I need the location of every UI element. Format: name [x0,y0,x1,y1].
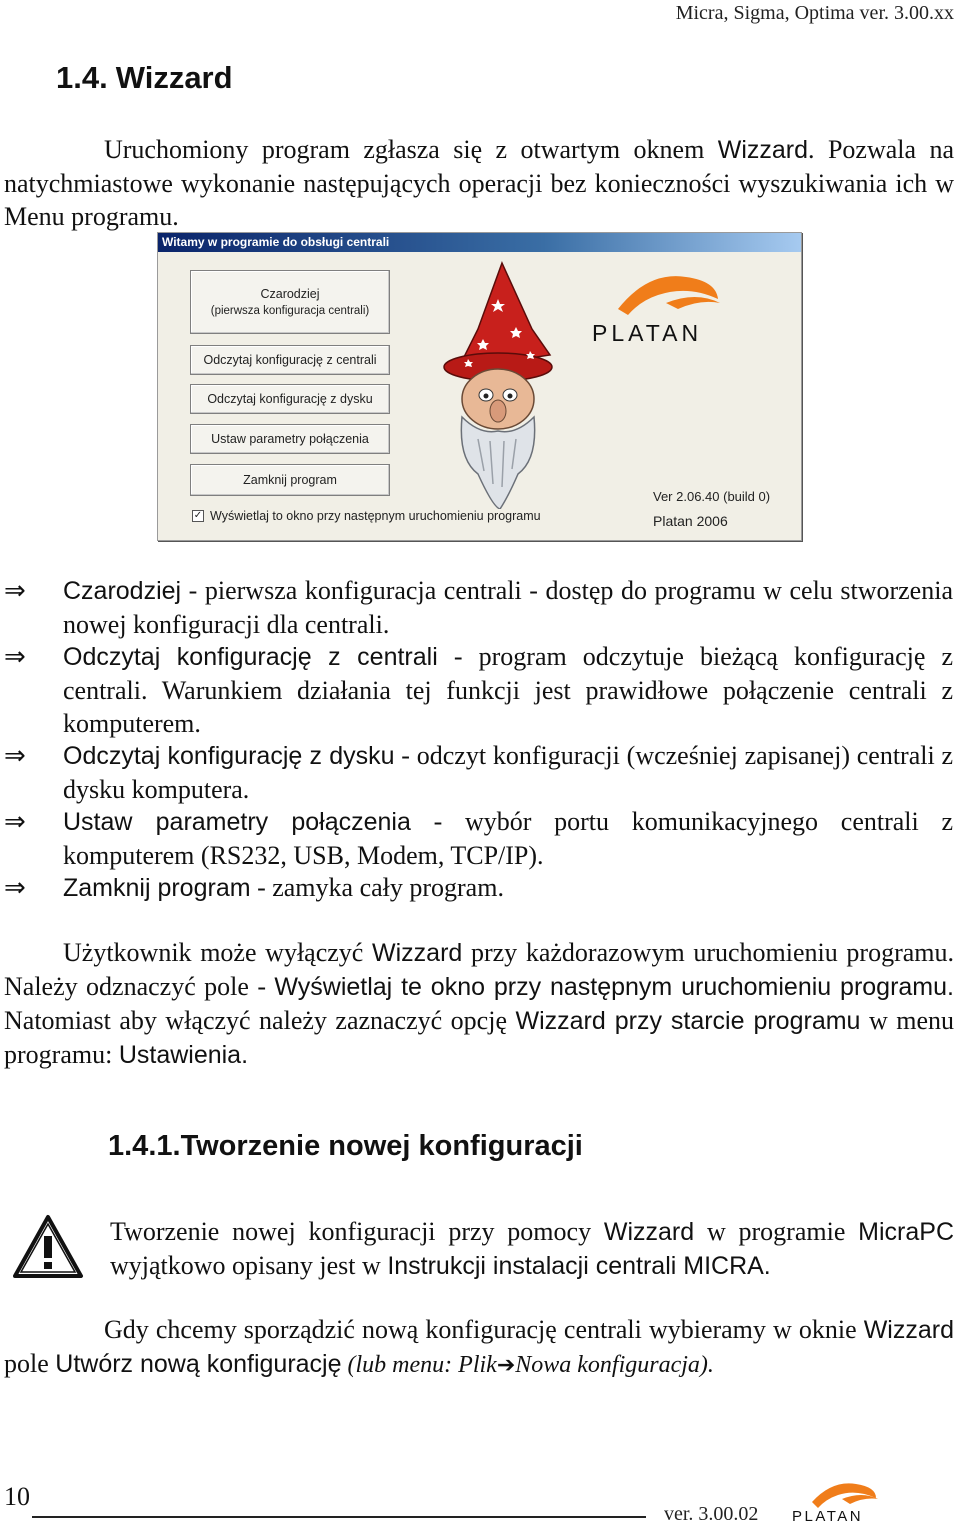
para2-text-4: w menu programu: [4,1006,954,1069]
bullet-term: Zamknij program [63,874,251,902]
subsection-heading [108,1130,583,1163]
intro-wizzard: Wizzard [717,136,809,164]
para2-option: Wizzard przy starcie programu [515,1007,861,1035]
intro-text-1: Uruchomiony program zgłasza się z otwartym oknem [104,135,718,164]
intro-paragraph [4,133,954,233]
checkbox-label: Wyświetlaj to okno przy następnym uruchomieniu programu [210,509,541,523]
intro-text-2: . Pozwala na natychmiastowe wykonanie następujących operacji bez konieczności wyszukiwania ich w Menu programu. [4,135,954,231]
bullet-text: - program odczytuje bieżącą konfigurację z centrali. Warunkiem działania tej funkcji jest prawidłowe połączenie centrali z komputerem. [63,642,954,738]
bullet-term: Czarodziej [63,577,182,605]
section-number: 1.4. [56,60,108,95]
bullet-arrow-icon: ⇒ [4,576,26,605]
footer-version: ver. 3.00.02 [664,1503,759,1525]
dialog-title-bar: Witamy w programie do obsługi centrali [158,233,801,252]
wizard-button-label: Czarodziej [260,287,320,301]
read-disk-button[interactable]: Odczytaj konfigurację z dysku [190,384,390,414]
note-text-3: wyjątkowo opisany jest w [110,1251,388,1280]
connection-settings-button[interactable]: Ustaw parametry połączenia [190,424,390,454]
footer-rule [32,1516,646,1518]
bullet-arrow-icon: ⇒ [4,807,26,836]
note-paragraph [110,1215,954,1283]
note-text-2: w programie [694,1217,859,1246]
header-version: Micra, Sigma, Optima ver. 3.00.xx [675,2,954,24]
note-doc: Instrukcji instalacji centrali MICRA. [387,1252,771,1280]
page-number: 10 [4,1482,30,1511]
version-label: Ver 2.06.40 (build 0) [653,489,771,504]
footer-platan-logo [790,1478,908,1524]
checkbox-box[interactable]: ✓ [193,510,203,521]
wizard-button-sublabel: (pierwsza konfiguracja centrali) [210,305,370,317]
bullet-text: - pierwsza konfiguracja centrali - dostęp do programu w celu stworzenia nowej konfiguracji dla centrali. [63,576,953,639]
wizard-dialog [157,232,802,541]
platan-logo [588,269,768,345]
disable-wizard-paragraph [4,936,954,1072]
para2-text-2: przy każdorazowym uruchomieniu programu. Należy odznaczyć pole - [4,938,954,1001]
bullet-arrow-icon: ⇒ [4,741,26,770]
note-text-1: Tworzenie nowej konfiguracji przy pomocy [110,1217,604,1246]
para3-text-4: Nowa konfiguracja). [515,1352,714,1378]
para2-wizzard: Wizzard [372,939,463,967]
platan-logo-text: PLATAN [592,320,703,345]
para2-text-1: Użytkownik może wyłączyć [63,938,373,967]
bullet-arrow-icon: ⇒ [4,873,26,902]
section-title: Wizzard [115,60,233,95]
show-on-startup-checkbox[interactable] [192,509,541,523]
bullet-text: - zamyka cały program. [250,873,504,902]
note-program: MicraPC [858,1218,954,1246]
read-central-button[interactable]: Odczytaj konfigurację z centrali [190,345,390,375]
close-program-button[interactable]: Zamknij program [190,464,390,496]
para3-wizzard: Wizzard [863,1316,954,1344]
para3-text-1: Gdy chcemy sporządzić nową konfigurację centrali wybieramy w oknie [104,1315,864,1344]
wizard-button[interactable] [190,270,390,334]
new-config-paragraph [4,1313,954,1382]
para2-text-3: Natomiast aby włączyć należy zaznaczyć opcję [4,1006,516,1035]
bullet-term: Odczytaj konfigurację z centrali [63,643,438,671]
note-wizzard: Wizzard [603,1218,695,1246]
warning-icon [12,1214,84,1280]
right-arrow-icon: ➔ [496,1352,516,1377]
subsection-number: 1.4.1. [108,1130,181,1162]
subsection-title: Tworzenie nowej konfiguracji [180,1130,583,1162]
para3-text-3: (lub menu: Plik [341,1352,497,1378]
bullet-term: Ustaw parametry połączenia [63,808,411,836]
wizard-illustration [438,259,558,509]
bullet-text: - odczyt konfiguracji (wcześniej zapisanej) centrali z dysku komputera. [63,741,954,804]
bullet-text: - wybór portu komunikacyjnego centrali z komputerem (RS232, USB, Modem, TCP/IP). [63,807,953,870]
para3-field: Utwórz nową konfigurację [55,1350,342,1378]
copyright-label: Platan 2006 [653,513,728,529]
footer-logo-text: PLATAN [792,1508,864,1524]
bullet-arrow-icon: ⇒ [4,642,26,671]
para2-field: Wyświetlaj te okno przy następnym uruchomieniu programu. [274,973,954,1001]
para2-menu: Ustawienia. [118,1041,249,1069]
para3-text-2: pole [4,1349,56,1378]
bullet-term: Odczytaj konfigurację z dysku [63,742,395,770]
section-heading [56,60,233,96]
